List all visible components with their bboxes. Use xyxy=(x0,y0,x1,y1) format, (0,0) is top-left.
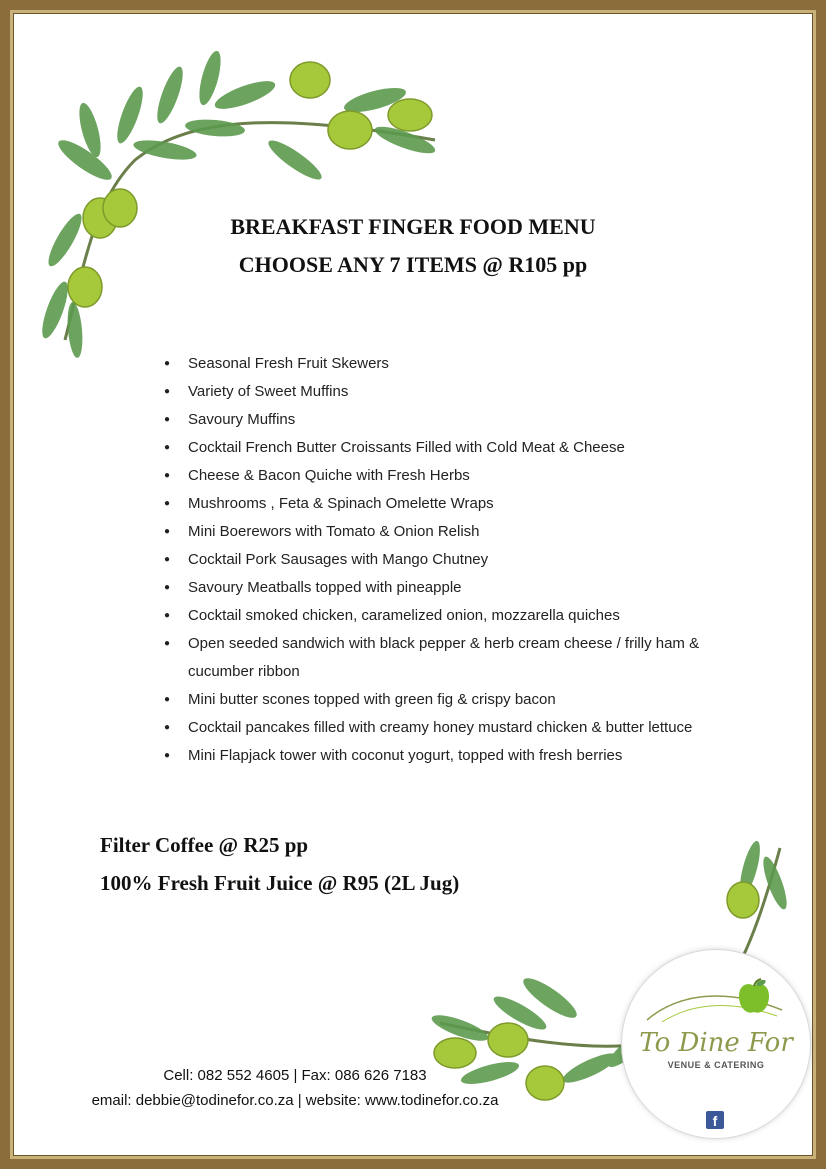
menu-item-text: Mini butter scones topped with green fig & crispy bacon xyxy=(188,691,556,708)
menu-item-text: Open seeded sandwich with black pepper & herb cream cheese / frilly ham & cucumber ribbon xyxy=(188,635,700,680)
menu-item-text: Variety of Sweet Muffins xyxy=(188,383,349,400)
menu-heading xyxy=(0,208,826,284)
bullet-icon: ● xyxy=(164,498,171,509)
bullet-icon: ● xyxy=(164,638,171,649)
menu-item xyxy=(160,434,740,462)
bullet-icon: ● xyxy=(164,610,171,621)
menu-item xyxy=(160,686,740,714)
menu-item-text: Cocktail Pork Sausages with Mango Chutney xyxy=(188,551,489,568)
bullet-icon: ● xyxy=(164,414,171,425)
menu-item-text: Mushrooms , Feta & Spinach Omelette Wraps xyxy=(188,495,494,512)
bullet-icon: ● xyxy=(164,694,171,705)
contact-details xyxy=(40,1063,550,1113)
phone-fax-line: Cell: 082 552 4605 | Fax: 086 626 7183 xyxy=(163,1067,427,1084)
menu-item xyxy=(160,406,740,434)
company-logo xyxy=(621,949,811,1139)
menu-title: BREAKFAST FINGER FOOD MENU xyxy=(230,214,596,239)
menu-item-text: Cheese & Bacon Quiche with Fresh Herbs xyxy=(188,467,470,484)
menu-item-text: Mini Flapjack tower with coconut yogurt, topped with fresh berries xyxy=(188,747,623,764)
menu-price-subtitle: CHOOSE ANY 7 ITEMS @ R105 pp xyxy=(238,252,588,277)
bullet-icon: ● xyxy=(164,526,171,537)
bullet-icon: ● xyxy=(164,582,171,593)
apple-icon xyxy=(734,978,774,1018)
bullet-icon: ● xyxy=(164,386,171,397)
menu-item-text: Cocktail smoked chicken, caramelized onion, mozzarella quiches xyxy=(188,607,620,624)
bullet-icon: ● xyxy=(164,442,171,453)
menu-item-text: Savoury Meatballs topped with pineapple xyxy=(188,579,462,596)
bullet-icon: ● xyxy=(164,750,171,761)
coffee-price: Filter Coffee @ R25 pp xyxy=(100,833,309,857)
juice-price: 100% Fresh Fruit Juice @ R95 (2L Jug) xyxy=(100,871,460,895)
bullet-icon: ● xyxy=(164,722,171,733)
bullet-icon: ● xyxy=(164,554,171,565)
beverage-extras xyxy=(100,826,459,902)
logo-name: To Dine For xyxy=(639,1028,793,1058)
logo-tagline: VENUE & CATERING xyxy=(667,1060,765,1070)
menu-item xyxy=(160,462,740,490)
menu-item xyxy=(160,378,740,406)
menu-item xyxy=(160,518,740,546)
menu-item xyxy=(160,630,740,686)
menu-item-text: Seasonal Fresh Fruit Skewers xyxy=(188,355,389,372)
email-website-line: email: debbie@todinefor.co.za | website: www.todinefor.co.za xyxy=(91,1092,499,1109)
menu-item xyxy=(160,350,740,378)
menu-item-text: Cocktail French Butter Croissants Filled with Cold Meat & Cheese xyxy=(188,439,625,456)
menu-item-text: Mini Boerewors with Tomato & Onion Relish xyxy=(188,523,480,540)
menu-item-list xyxy=(160,350,740,770)
facebook-icon[interactable]: f xyxy=(706,1111,724,1129)
menu-item-text: Savoury Muffins xyxy=(188,411,296,428)
menu-item-text: Cocktail pancakes filled with creamy honey mustard chicken & butter lettuce xyxy=(188,719,693,736)
menu-item xyxy=(160,490,740,518)
bullet-icon: ● xyxy=(164,358,171,369)
menu-item xyxy=(160,742,740,770)
menu-item xyxy=(160,602,740,630)
olive-branch-top-illustration xyxy=(25,40,445,360)
bullet-icon: ● xyxy=(164,470,171,481)
menu-item xyxy=(160,546,740,574)
menu-item xyxy=(160,714,740,742)
menu-item xyxy=(160,574,740,602)
